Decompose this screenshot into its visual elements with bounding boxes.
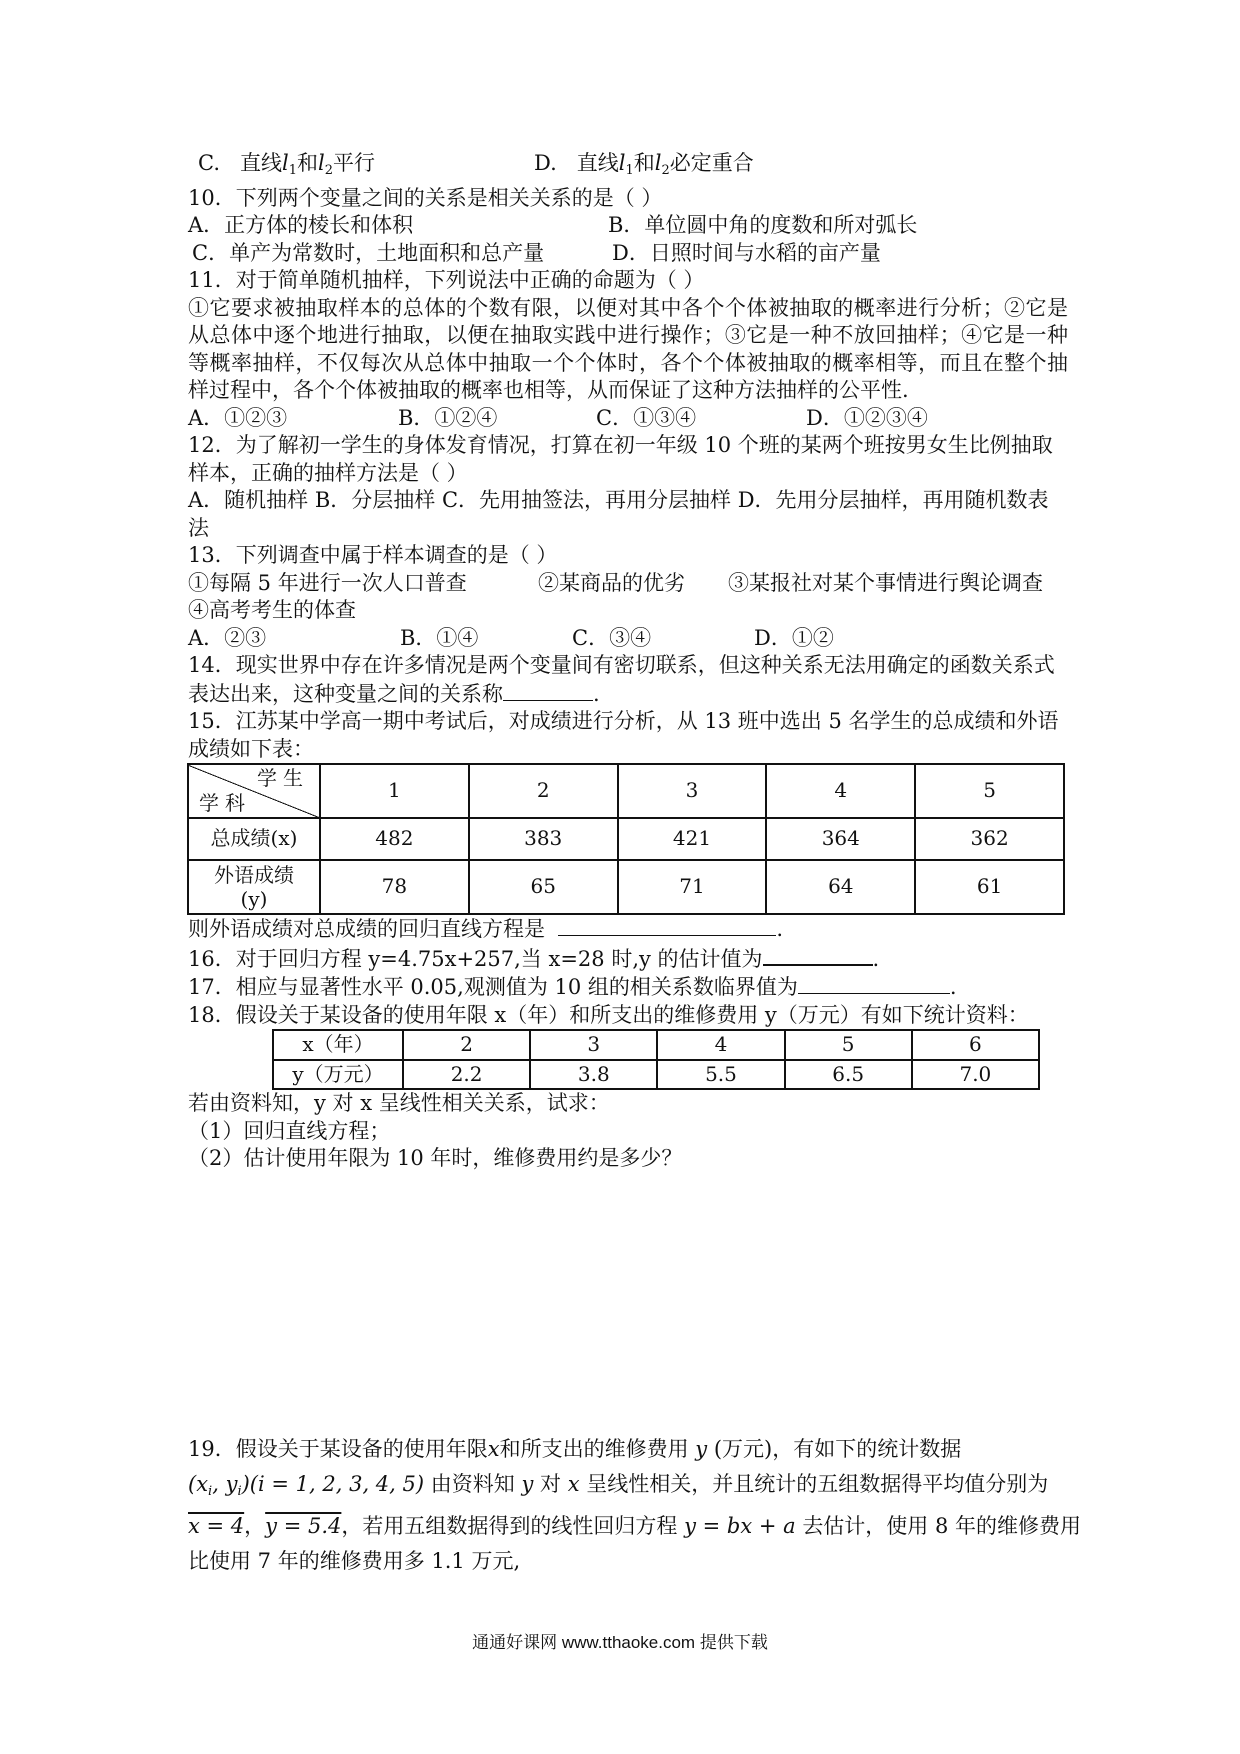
table-cell: 78: [320, 860, 469, 914]
q15-score-table: [187, 763, 1065, 915]
q13-item-1: ①每隔 5 年进行一次人口普查: [188, 570, 467, 595]
q9-option-c: C. 直线$l_1$和$l_2$平行: [198, 151, 376, 178]
table-row: [188, 764, 1064, 818]
q10-option-c: C．单产为常数时，土地面积和总产量: [192, 240, 545, 265]
corner-label-students: 学生: [257, 766, 309, 790]
y-bar: y = 5.4: [265, 1514, 342, 1538]
table-cell: 5.5: [657, 1060, 784, 1090]
table-cell: 362: [915, 818, 1064, 860]
row-label-cell: [188, 860, 320, 914]
row-label-cell: y（万元）: [273, 1060, 403, 1090]
q18-part-1: （1）回归直线方程；: [188, 1118, 391, 1143]
q13-option-b: B．①④: [400, 625, 479, 650]
table-cell: 65: [469, 860, 618, 914]
q16-answer-blank[interactable]: [763, 944, 873, 966]
q18-part-2: （2）估计使用年限为 10 年时，维修费用约是多少？: [188, 1146, 683, 1170]
student-header-cell: 5: [915, 764, 1064, 818]
q19-block: [188, 1432, 1082, 1579]
table-cell: 61: [915, 860, 1064, 914]
q11-option-d: D．①②③④: [806, 405, 928, 430]
q13-item-4: ④高考考生的体查: [188, 598, 356, 622]
q15-after: 则外语成绩对总成绩的回归直线方程是 .: [188, 917, 784, 941]
q10-options-cd: [188, 240, 1068, 268]
table-cell: 71: [618, 860, 767, 914]
student-header-cell: 4: [766, 764, 915, 818]
table-cell: 364: [766, 818, 915, 860]
q11-option-b: B．①②④: [398, 405, 498, 430]
table-row: [188, 860, 1064, 914]
q10-option-b: B．单位圆中角的度数和所对弧长: [608, 213, 918, 237]
q13-item-2: ②某商品的优劣: [538, 570, 685, 595]
q15-answer-blank[interactable]: [558, 915, 776, 936]
table-cell: 7.0: [912, 1060, 1039, 1090]
q13-option-c: C．③④: [572, 625, 652, 650]
q13-options: [188, 625, 1068, 653]
table-cell: 6: [912, 1030, 1039, 1060]
regression-equation: y = bx + a: [684, 1514, 796, 1538]
table-cell: 3.8: [530, 1060, 657, 1090]
q11-option-c: C．①③④: [596, 405, 697, 430]
q12-options: A．随机抽样 B．分层抽样 C．先用抽签法，再用分层抽样 D．先用分层抽样，再用随机数表法: [188, 488, 1049, 540]
q14-answer-blank[interactable]: [503, 680, 593, 701]
q9-options: [188, 150, 1068, 185]
table-cell: 482: [320, 818, 469, 860]
q10-option-d: D．日照时间与水稻的亩产量: [612, 240, 881, 265]
q11-option-a: A．①②③: [188, 405, 288, 430]
table-cell: 5: [785, 1030, 912, 1060]
q17-text: 17．相应与显著性水平 0.05,观测值为 10 组的相关系数临界值为 .: [188, 975, 957, 999]
q14-text: 14．现实世界中存在许多情况是两个变量间有密切联系，但这种关系无法用确定的函数关系式表达出来，这种变量之间的关系称 .: [188, 653, 1055, 706]
q13-stem: 13．下列调查中属于样本调查的是（ ）: [188, 543, 558, 567]
row-label-cell: x（年）: [273, 1030, 403, 1060]
table-cell: 2.2: [403, 1060, 530, 1090]
document-body: [188, 150, 1068, 1173]
q19-line-1: 19．假设关于某设备的使用年限x和所支出的维修费用 y (万元)，有如下的统计数据: [188, 1437, 962, 1461]
q18-data-table: [272, 1029, 1040, 1090]
q12-stem: 12．为了解初一学生的身体发育情况，打算在初一年级 10 个班的某两个班按男女生比例抽取样本，正确的抽样方法是（ ）: [188, 433, 1053, 485]
table-row: [273, 1030, 1039, 1060]
q19-line-4: 比使用 7 年的维修费用多 1.1 万元,: [188, 1549, 521, 1573]
q13-items: [188, 570, 1068, 598]
q19-line-3: x = 4，y = 5.4，若用五组数据得到的线性回归方程 y = bx + a 去估计，使用 8 年的维修费用: [188, 1514, 1082, 1538]
q15-stem: 15．江苏某中学高一期中考试后，对成绩进行分析，从 13 班中选出 5 名学生的总成绩和外语成绩如下表：: [188, 709, 1059, 761]
corner-label-subject: 学科: [199, 790, 251, 815]
student-header-cell: 1: [320, 764, 469, 818]
table-row: [188, 818, 1064, 860]
q11-options: [188, 405, 1068, 433]
q10-stem: 10．下列两个变量之间的关系是相关关系的是（ ）: [188, 185, 663, 210]
q11-stem: 11．对于简单随机抽样，下列说法中正确的命题为（ ）: [188, 268, 705, 292]
table-cell: 4: [657, 1030, 784, 1060]
page-footer: 通通好课网 www.tthaoke.com 提供下载: [472, 1633, 768, 1652]
q16-text: 16．对于回归方程 y=4.75x+257,当 x=28 时,y 的估计值为 .: [188, 944, 1068, 974]
q18-stem: 18．假设关于某设备的使用年限 x（年）和所支出的维修费用 y（万元）有如下统计资料：: [188, 1002, 1029, 1027]
q13-option-a: A．②③: [188, 625, 267, 650]
q10-option-a: A．正方体的棱长和体积: [188, 213, 414, 237]
table-cell: 3: [530, 1030, 657, 1060]
row-label-line: 外语成绩: [214, 863, 294, 887]
student-header-cell: 2: [469, 764, 618, 818]
table-cell: 2: [403, 1030, 530, 1060]
q18-after: 若由资料知，y 对 x 呈线性相关关系，试求：: [188, 1091, 610, 1115]
q19-line-2: ($x_i$, $y_i)(i = 1$, 2, 3, 4, 5) 由资料知 y 对 x 呈线性相关，并且统计的五组数据得平均值分别为: [188, 1472, 1049, 1499]
table-cell: 6.5: [785, 1060, 912, 1090]
q13-item-3: ③某报社对某个事情进行舆论调查: [728, 570, 1043, 595]
x-bar: x = 4: [188, 1514, 245, 1538]
q13-option-d: D．①②: [754, 625, 834, 650]
table-cell: 421: [618, 818, 767, 860]
row-label-line: (y): [240, 887, 268, 911]
table-row: [273, 1060, 1039, 1090]
q10-options-ab: [188, 212, 1068, 240]
table-cell: 64: [766, 860, 915, 914]
table-corner-cell: [188, 764, 320, 818]
q17-answer-blank[interactable]: [798, 973, 950, 994]
row-label-cell: 总成绩(x): [188, 818, 320, 860]
q9-option-d: D. 直线$l_1$和$l_2$必定重合: [534, 151, 754, 178]
student-header-cell: 3: [618, 764, 767, 818]
q11-body: ①它要求被抽取样本的总体的个数有限，以便对其中各个个体被抽取的概率进行分析；②它是从总体中逐个地进行抽取，以便在抽取实践中进行操作；③它是一种不放回抽样；④它是一种等概率抽样，不仅每次从总体中抽取一个个体时，各个个体被抽取的概率相等，而且在整个抽样过程中，各个个体被抽取的概率也相等，从而保证了这种方法抽样的公平性.: [188, 295, 1068, 402]
table-cell: 383: [469, 818, 618, 860]
